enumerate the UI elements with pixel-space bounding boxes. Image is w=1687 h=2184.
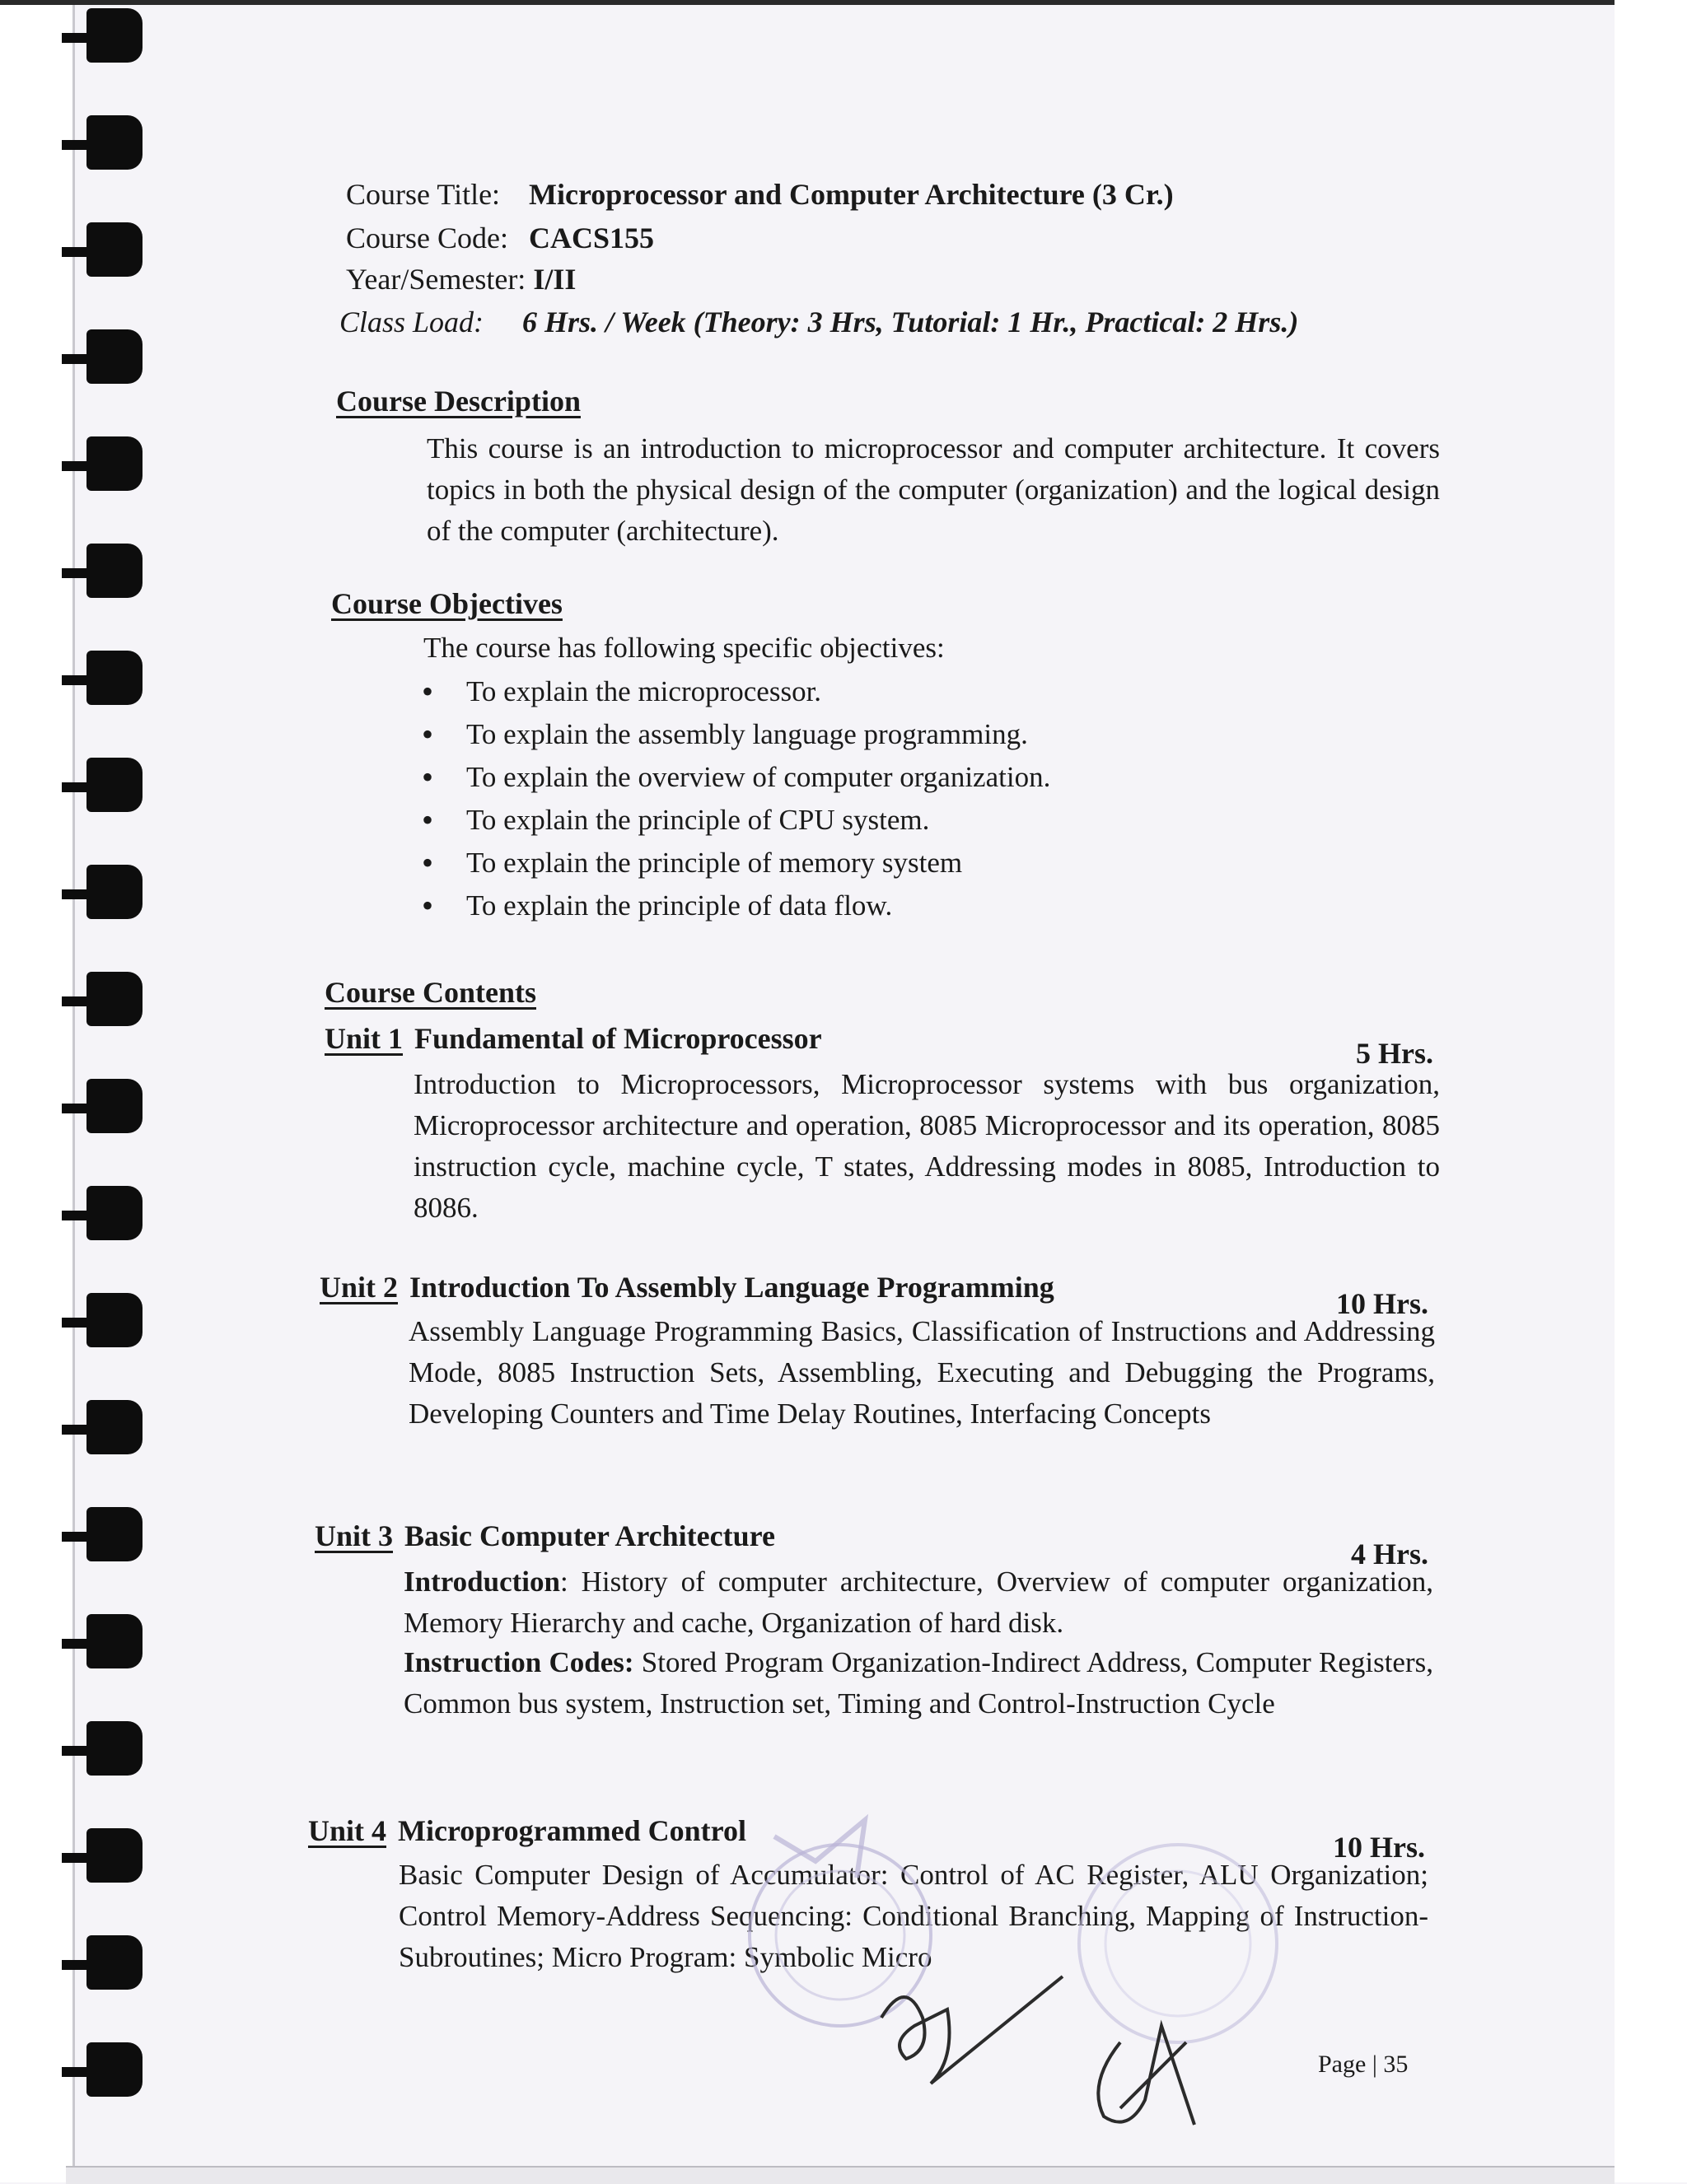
unit-title: Microprogrammed Control: [398, 1814, 746, 1847]
unit-title: Basic Computer Architecture: [404, 1519, 775, 1552]
unit-3-heading: [315, 1519, 775, 1553]
class-load-label: Class Load:: [339, 306, 484, 338]
signature-mark: [857, 1960, 1104, 2125]
objectives-list: [417, 675, 1050, 932]
year-semester: I/II: [533, 263, 577, 296]
course-code-label: Course Code:: [346, 222, 508, 254]
objective-item: • To explain the assembly language programming.: [417, 718, 1050, 761]
course-objectives-heading: Course Objectives: [331, 587, 563, 620]
unit-4-hours: 10 Hrs.: [1333, 1831, 1425, 1864]
objective-item: • To explain the principle of CPU system.: [417, 804, 1050, 847]
unit-label: Unit 3: [315, 1519, 394, 1552]
class-load: 6 Hrs. / Week (Theory: 3 Hrs, Tutorial: 1 Hr., Practical: 2 Hrs.): [522, 306, 1299, 338]
unit-4-content: Basic Computer Design of Accumulator: Control of AC Register, ALU Organization; Control Memory-Address Sequencing: Conditional Branching, Mapping of Instruction-Subroutines; Micro Program: Symbolic Micro: [399, 1859, 1428, 1973]
unit-1-hours: 5 Hrs.: [1356, 1037, 1433, 1070]
unit-title: Introduction To Assembly Language Programming: [409, 1271, 1054, 1304]
unit-label: Unit 2: [320, 1271, 399, 1304]
course-contents-heading: Course Contents: [325, 976, 536, 1009]
objective-item: • To explain the microprocessor.: [417, 675, 1050, 718]
unit-3-instruction-codes: [404, 1642, 1433, 1724]
class-load-row: [339, 305, 1298, 339]
unit-2-content: Assembly Language Programming Basics, Classification of Instructions and Addressing Mode, 8085 Instruction Sets, Assembling, Executing and Debugging the Programs, Developing Counters and Time Delay Routines, Interfacing Concepts: [409, 1315, 1435, 1430]
course-title-label: Course Title:: [346, 178, 501, 211]
objective-item: • To explain the principle of data flow.: [417, 889, 1050, 932]
unit-2-heading: [320, 1270, 1054, 1304]
unit-3-hours: 4 Hrs.: [1351, 1538, 1428, 1570]
introduction-text: : History of computer architecture, Overview of computer organization, Memory Hierarchy and cache, Organization of hard disk.: [404, 1566, 1433, 1639]
unit-4-heading: [308, 1813, 746, 1848]
objective-item: • To explain the overview of computer organization.: [417, 761, 1050, 804]
course-description-text: This course is an introduction to microprocessor and computer architecture. It covers topics in both the physical design of the computer (organization) and the logical design of the computer (architecture).: [427, 432, 1440, 547]
unit-title: Fundamental of Microprocessor: [414, 1022, 822, 1055]
course-code: CACS155: [529, 222, 655, 254]
unit-1-content: Introduction to Microprocessors, Microprocessor systems with bus organization, Microprocessor architecture and operation, 8085 Microprocessor and its operation, 8085 instruction cycle, machine cycle, T states, Addressing modes in 8085, Introduction to 8086.: [414, 1068, 1440, 1224]
instruction-codes-text: Stored Program Organization-Indirect Address, Computer Registers, Common bus system, Instruction set, Timing and Control-Instruction Cycle: [404, 1646, 1433, 1720]
course-title: Microprocessor and Computer Architecture (3 Cr.): [529, 178, 1174, 211]
page-number: Page | 35: [1318, 2051, 1409, 2078]
unit-2-hours: 10 Hrs.: [1336, 1287, 1428, 1320]
year-semester-label: Year/Semester:: [346, 263, 526, 296]
objectives-intro: The course has following specific objectives:: [423, 632, 945, 664]
year-semester-row: [346, 262, 576, 296]
unit-label: Unit 4: [308, 1814, 387, 1847]
course-code-row: [346, 221, 654, 255]
objective-item: • To explain the principle of memory system: [417, 847, 1050, 889]
instruction-codes-label: Instruction Codes:: [404, 1646, 634, 1678]
introduction-label: Introduction: [404, 1566, 560, 1598]
course-title-row: [346, 177, 1174, 212]
unit-3-introduction: [404, 1561, 1433, 1644]
unit-1-heading: [325, 1021, 822, 1056]
course-description-heading: Course Description: [336, 385, 581, 418]
signature-mark-2: [1071, 2009, 1269, 2141]
unit-label: Unit 1: [325, 1022, 404, 1055]
